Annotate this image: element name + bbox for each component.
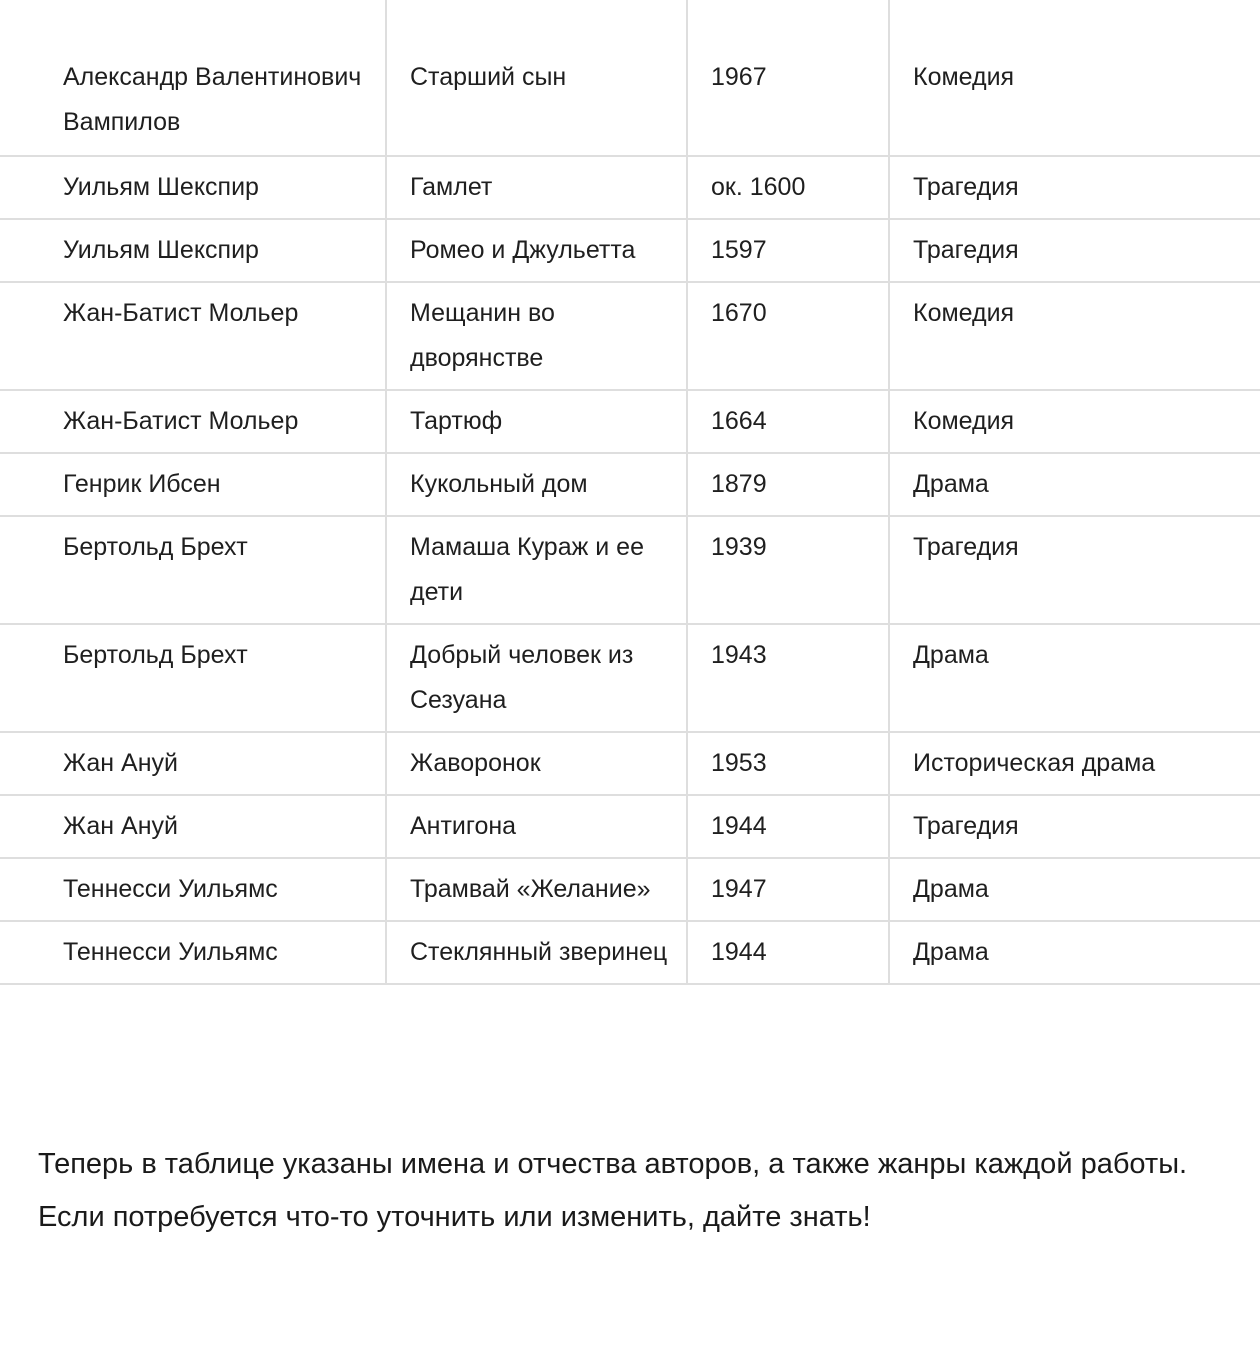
genre-cell: Трагедия — [889, 795, 1260, 858]
year-cell: 1953 — [687, 732, 889, 795]
year-cell: 1664 — [687, 390, 889, 453]
genre-cell: Комедия — [889, 0, 1260, 156]
year-cell: 1939 — [687, 516, 889, 624]
genre-cell: Драма — [889, 453, 1260, 516]
play-title-cell: Тартюф — [386, 390, 687, 453]
table-row — [0, 282, 1260, 390]
play-title-cell: Мещанин во дворянстве — [386, 282, 687, 390]
author-cell: Жан Ануй — [0, 795, 386, 858]
author-cell: Бертольд Брехт — [0, 624, 386, 732]
genre-cell: Комедия — [889, 282, 1260, 390]
table-row — [0, 156, 1260, 219]
play-title-cell: Гамлет — [386, 156, 687, 219]
author-cell: Жан Ануй — [0, 732, 386, 795]
play-title-cell: Мамаша Кураж и ее дети — [386, 516, 687, 624]
play-title-cell: Жаворонок — [386, 732, 687, 795]
year-cell: 1943 — [687, 624, 889, 732]
year-cell: 1947 — [687, 858, 889, 921]
table-row — [0, 453, 1260, 516]
author-cell: Жан-Батист Мольер — [0, 282, 386, 390]
play-title-cell: Добрый человек из Сезуана — [386, 624, 687, 732]
summary-note: Теперь в таблице указаны имена и отчества авторов, а также жанры каждой работы. Если потребуется что-то уточнить или изменить, дайте знать! — [38, 1148, 1188, 1233]
genre-cell: Драма — [889, 921, 1260, 984]
genre-cell: Трагедия — [889, 156, 1260, 219]
author-cell: Теннесси Уильямс — [0, 858, 386, 921]
year-cell: 1944 — [687, 795, 889, 858]
year-cell: ок. 1600 — [687, 156, 889, 219]
year-cell: 1879 — [687, 453, 889, 516]
table-row — [0, 0, 1260, 156]
author-cell: Теннесси Уильямс — [0, 921, 386, 984]
table-row — [0, 516, 1260, 624]
genre-cell: Драма — [889, 858, 1260, 921]
play-title-cell: Стеклянный зверинец — [386, 921, 687, 984]
table-row — [0, 732, 1260, 795]
genre-cell: Трагедия — [889, 516, 1260, 624]
author-cell: Уильям Шекспир — [0, 156, 386, 219]
year-cell: 1597 — [687, 219, 889, 282]
table-row — [0, 795, 1260, 858]
table-row — [0, 390, 1260, 453]
genre-cell: Драма — [889, 624, 1260, 732]
author-cell: Генрик Ибсен — [0, 453, 386, 516]
author-cell: Александр Валентинович Вампилов — [0, 0, 386, 156]
genre-cell: Трагедия — [889, 219, 1260, 282]
year-cell: 1967 — [687, 0, 889, 156]
play-title-cell: Трамвай «Желание» — [386, 858, 687, 921]
author-cell: Уильям Шекспир — [0, 219, 386, 282]
year-cell: 1670 — [687, 282, 889, 390]
genre-cell: Комедия — [889, 390, 1260, 453]
table-row — [0, 219, 1260, 282]
genre-cell: Историческая драма — [889, 732, 1260, 795]
play-title-cell: Антигона — [386, 795, 687, 858]
table-row — [0, 624, 1260, 732]
play-title-cell: Ромео и Джульетта — [386, 219, 687, 282]
table-row — [0, 858, 1260, 921]
author-cell: Жан-Батист Мольер — [0, 390, 386, 453]
year-cell: 1944 — [687, 921, 889, 984]
play-title-cell: Кукольный дом — [386, 453, 687, 516]
author-cell: Бертольд Брехт — [0, 516, 386, 624]
table-row — [0, 921, 1260, 984]
play-title-cell: Старший сын — [386, 0, 687, 156]
